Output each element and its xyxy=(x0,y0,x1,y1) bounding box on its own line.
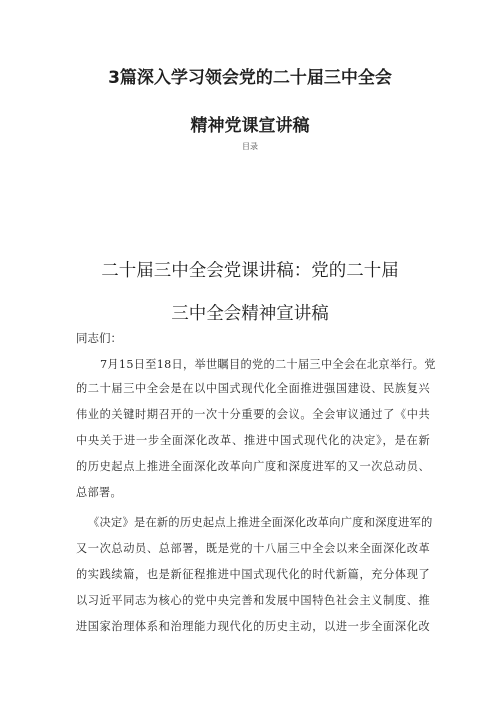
salutation: 同志们： xyxy=(76,331,122,345)
paragraph-1-line: 总部署。 xyxy=(76,486,122,499)
document-title-line-2: 精神党课宣讲稿 xyxy=(190,116,310,136)
paragraph-2-line: 进国家治理体系和治理能力现代化的历史主动，以进一步全面深化改 xyxy=(76,620,430,633)
document-title-line-1: 3篇深入学习领会党的二十届三中全会 xyxy=(108,68,392,88)
table-of-contents-label: 目录 xyxy=(242,142,258,151)
paragraph-2-line: 以习近平同志为核心的党中央完善和发展中国特色社会主义制度、推 xyxy=(76,594,430,607)
paragraph-1-line: 的历史起点上推进全面深化改革向广度和深度进军的又一次总动员、 xyxy=(76,460,430,473)
paragraph-1-line: 的二十届三中全会是在以中国式现代化全面推进强国建设、民族复兴 xyxy=(76,382,430,395)
paragraph-2-line: 又一次总动员、总部署，既是党的十八届三中全会以来全面深化改革 xyxy=(76,542,430,555)
paragraph-2-line: 的实践续篇，也是新征程推进中国式现代化的时代新篇，充分体现了 xyxy=(76,568,430,581)
paragraph-2-line: 《决定》是在新的历史起点上推进全面深化改革向广度和深度进军的 xyxy=(88,516,433,529)
paragraph-1-line: 7月15日至18日，举世瞩目的党的二十届三中全会在北京举行。党 xyxy=(100,358,436,371)
paragraph-1-line: 中央关于进一步全面深化改革、推进中国式现代化的决定》，是在新 xyxy=(76,434,430,447)
paragraph-1-line: 伟业的关键时期召开的一次十分重要的会议。全会审议通过了《中共 xyxy=(76,408,430,421)
section-title-line-1: 二十届三中全会党课讲稿：党的二十届 xyxy=(101,261,399,281)
section-title-line-2: 三中全会精神宣讲稿 xyxy=(171,304,329,324)
